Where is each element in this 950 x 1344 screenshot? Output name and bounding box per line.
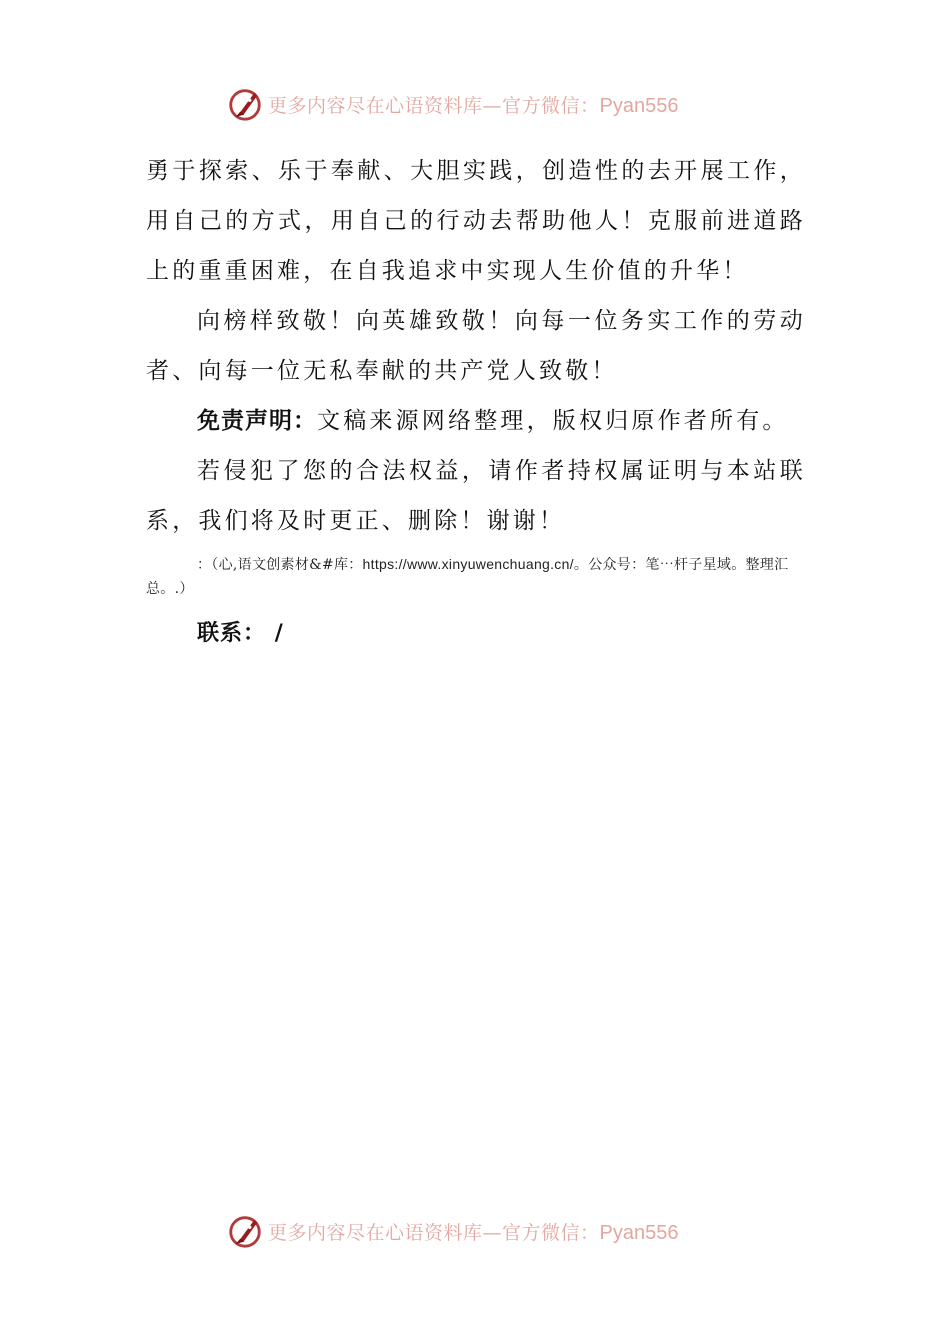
contact-value: / xyxy=(274,621,284,646)
header-banner-text: 更多内容尽在心语资料库—官方微信：Pyan556 xyxy=(268,94,679,117)
pen-nib-logo-icon xyxy=(226,85,264,123)
paragraph-4: 若侵犯了您的合法权益，请作者持权属证明与本站联系，我们将及时更正、删除！谢谢！ xyxy=(146,458,806,534)
footer-wechat-id: Pyan556 xyxy=(599,1221,679,1244)
paragraph-2: 向榜样致敬！向英雄致敬！向每一位务实工作的劳动者、向每一位无私奉献的共产党人致敬！ xyxy=(146,308,806,384)
disclaimer-label: 免责声明： xyxy=(197,408,317,434)
disclaimer-text: 文稿来源网络整理，版权归原作者所有。 xyxy=(317,408,789,434)
header-banner xyxy=(226,84,678,124)
disclaimer-paragraph xyxy=(146,396,806,446)
contact-label: 联系： xyxy=(197,621,267,646)
document-body xyxy=(146,146,806,649)
contact-line xyxy=(146,619,806,649)
paragraph-1: 勇于探索、乐于奉献、大胆实践，创造性的去开展工作，用自己的方式，用自己的行动去帮助他人！克服前进道路上的重重困难，在自我追求中实现人生价值的升华！ xyxy=(146,158,806,284)
footer-banner xyxy=(226,1211,678,1251)
source-note: ：（心,语文创素材&#库：https://www.xinyuwenchuang.cn/。公众号：笔⋯杆子星域。整理汇总。.） xyxy=(146,556,789,597)
source-url[interactable]: https://www.xinyuwenchuang.cn/ xyxy=(362,556,574,572)
footer-banner-text: 更多内容尽在心语资料库—官方微信：Pyan556 xyxy=(268,1221,679,1244)
pen-nib-logo-icon xyxy=(226,1212,264,1250)
header-wechat-id: Pyan556 xyxy=(599,94,679,117)
